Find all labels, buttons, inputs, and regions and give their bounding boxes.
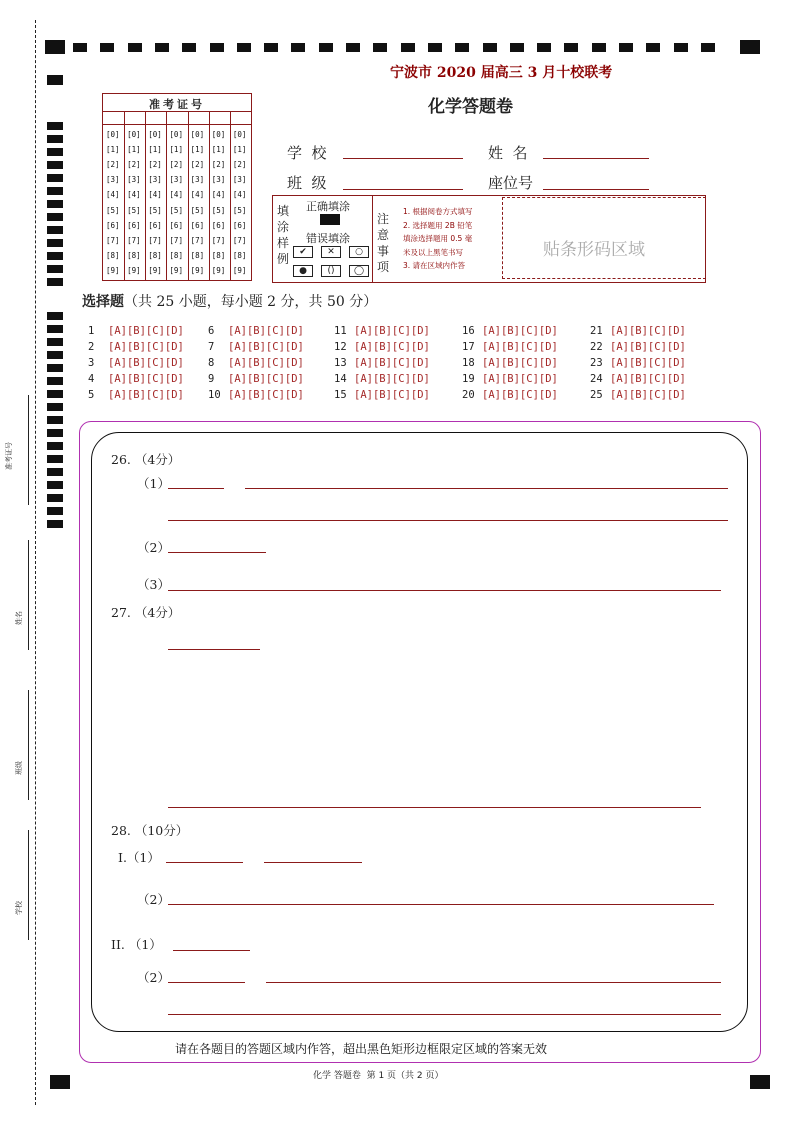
timing-dash <box>319 43 333 52</box>
timing-mark <box>47 325 63 333</box>
q26-part3-blank[interactable] <box>168 590 721 591</box>
timing-mark <box>47 252 63 260</box>
class-label: 班 级 <box>287 174 327 192</box>
q28-ii1-label: II. （1） <box>111 937 162 952</box>
admission-digit-bubble[interactable]: [1] <box>106 145 120 155</box>
choice-item[interactable] <box>208 389 304 401</box>
grid-column-line <box>145 111 146 280</box>
choice-number: 3 <box>88 357 95 369</box>
timing-dash <box>701 43 715 52</box>
admission-digit-bubble[interactable]: [7] <box>232 235 247 245</box>
q28-ii1-blank[interactable] <box>173 950 250 951</box>
admission-digit-bubble[interactable]: [0] <box>127 130 141 139</box>
admission-digit-bubble[interactable]: [9] <box>106 265 120 275</box>
admission-digit-bubble[interactable]: [5] <box>148 205 162 215</box>
admission-digit-bubble[interactable]: [3] <box>169 175 183 185</box>
choice-options[interactable]: [A][B][C][D] <box>228 341 304 353</box>
timing-dash <box>373 43 387 52</box>
admission-digit-bubble[interactable]: [6] <box>148 220 162 230</box>
choice-options[interactable]: [A][B][C][D] <box>354 373 430 385</box>
out-of-bounds-warning: 请在各题目的答题区域内作答，超出黑色矩形边框限定区域的答案无效 <box>175 1042 548 1056</box>
choice-number: 17 <box>462 341 475 353</box>
timing-mark <box>47 161 63 169</box>
corner-marker-bottom-right <box>750 1075 770 1089</box>
admission-digit-bubble[interactable]: [3] <box>127 175 141 185</box>
admission-digit-bubble[interactable]: [0] <box>106 130 120 139</box>
choice-options[interactable]: [A][B][C][D] <box>482 357 558 369</box>
choice-item[interactable] <box>208 325 304 337</box>
choice-number: 12 <box>334 341 347 353</box>
choice-options[interactable]: [A][B][C][D] <box>108 373 184 385</box>
choice-number: 5 <box>88 389 95 401</box>
exam-title: 宁波市 2020 届高三 3 月十校联考 <box>390 65 613 81</box>
admission-digit-bubble[interactable]: [4] <box>106 190 120 200</box>
q26-part2-label: （2） <box>137 540 170 555</box>
choice-number: 1 <box>88 325 95 337</box>
seat-label: 座位号 <box>488 174 534 192</box>
admission-digit-bubble[interactable]: [2] <box>127 160 141 170</box>
timing-dash <box>100 43 114 52</box>
admission-digit-bubble[interactable]: [2] <box>190 160 205 170</box>
side-label-school: 学校 <box>15 901 23 915</box>
corner-marker-top-right <box>740 40 760 54</box>
admission-digit-bubble[interactable]: [6] <box>127 220 141 230</box>
q28-i1-label: I.（1） <box>118 850 160 865</box>
timing-dash <box>537 43 551 52</box>
admission-digit-bubble[interactable]: [6] <box>211 220 226 230</box>
timing-dash <box>646 43 660 52</box>
timing-dash <box>346 43 360 52</box>
grid-column-line <box>188 111 189 280</box>
choice-options[interactable]: [A][B][C][D] <box>354 389 430 401</box>
wrong-fill-sample-dot: ● <box>293 265 313 277</box>
admission-digit-bubble[interactable]: [1] <box>190 145 205 155</box>
side-label-class: 班级 <box>15 761 23 775</box>
choice-item[interactable] <box>88 325 184 337</box>
admission-digit-bubble[interactable]: [2] <box>232 160 247 170</box>
admission-digit-bubble[interactable]: [1] <box>232 145 247 155</box>
admission-digit-bubble[interactable]: [7] <box>127 235 141 245</box>
timing-dash <box>455 43 469 52</box>
timing-mark <box>47 481 63 489</box>
choice-number: 24 <box>590 373 603 385</box>
notes-divider <box>372 195 373 283</box>
admission-digit-bubble[interactable]: [6] <box>169 220 183 230</box>
wrong-fill-sample-paren: () <box>321 265 341 277</box>
admission-digit-bubble[interactable]: [3] <box>232 175 247 185</box>
correct-fill-sample <box>320 214 340 225</box>
choice-item[interactable] <box>334 389 430 401</box>
timing-mark <box>47 416 63 424</box>
choice-number: 4 <box>88 373 95 385</box>
timing-mark <box>47 403 63 411</box>
timing-mark <box>47 239 63 247</box>
admission-title: 准考证号 <box>149 98 205 111</box>
admission-digit-bubble[interactable]: [9] <box>148 265 162 275</box>
q26-part1-blank-a[interactable] <box>168 488 224 489</box>
q28-i2-blank[interactable] <box>168 904 714 905</box>
admission-digit-bubble[interactable]: [4] <box>211 190 226 200</box>
q28-ii2-label: （2） <box>137 970 170 985</box>
admission-digit-bubble[interactable]: [3] <box>211 175 226 185</box>
timing-dash <box>210 43 224 52</box>
admission-digit-bubble[interactable]: [8] <box>169 250 183 260</box>
notes-text: 1. 根据阅卷方式填写 2. 选择题用 2B 铅笔 填涂选择题用 0.5 毫 米及以上黑笔书写 3. 请在区域内作答 <box>403 207 473 270</box>
admission-digit-bubble[interactable]: [1] <box>169 145 183 155</box>
admission-digit-bubble[interactable]: [3] <box>190 175 205 185</box>
timing-mark <box>47 364 63 372</box>
choice-heading: 选择题（共 25 小题，每小题 2 分，共 50 分） <box>82 294 378 310</box>
q27-blank-a[interactable] <box>168 649 260 650</box>
timing-mark <box>47 122 63 130</box>
timing-dash <box>155 43 169 52</box>
choice-item[interactable] <box>590 373 686 385</box>
choice-options[interactable]: [A][B][C][D] <box>228 357 304 369</box>
choice-item[interactable] <box>462 373 558 385</box>
timing-mark <box>47 429 63 437</box>
choice-number: 23 <box>590 357 603 369</box>
choice-options[interactable]: [A][B][C][D] <box>108 325 184 337</box>
side-line-admission <box>28 395 29 505</box>
choice-options[interactable]: [A][B][C][D] <box>482 373 558 385</box>
choice-options[interactable]: [A][B][C][D] <box>610 357 686 369</box>
admission-digit-bubble[interactable]: [7] <box>211 235 226 245</box>
barcode-label: 贴条形码区域 <box>543 240 645 260</box>
admission-digit-bubble[interactable]: [1] <box>127 145 141 155</box>
timing-mark <box>47 226 63 234</box>
side-label-admission: 准考证号 <box>5 442 13 470</box>
class-field[interactable] <box>343 189 463 190</box>
choice-number: 8 <box>208 357 215 369</box>
timing-mark <box>47 213 63 221</box>
timing-mark <box>47 442 63 450</box>
admission-digit-bubble[interactable]: [6] <box>190 220 205 230</box>
choice-item[interactable] <box>208 357 304 369</box>
admission-digit-bubble[interactable]: [2] <box>148 160 162 170</box>
admission-digit-bubble[interactable]: [9] <box>211 265 226 275</box>
name-label: 姓 名 <box>488 144 528 162</box>
side-label-name: 姓名 <box>15 611 23 625</box>
timing-dash <box>483 43 497 52</box>
admission-digit-bubble[interactable]: [7] <box>190 235 205 245</box>
admission-digit-bubble[interactable]: [0] <box>169 130 183 139</box>
timing-dash <box>592 43 606 52</box>
school-label: 学 校 <box>287 144 327 162</box>
choice-item[interactable] <box>590 389 686 401</box>
choice-item[interactable] <box>462 357 558 369</box>
grid-column-line <box>209 111 210 280</box>
admission-digit-bubble[interactable]: [0] <box>211 130 226 139</box>
seat-field[interactable] <box>543 189 649 190</box>
choice-options[interactable]: [A][B][C][D] <box>610 389 686 401</box>
choice-item[interactable] <box>590 341 686 353</box>
q27-label: 27. （4分） <box>111 605 181 620</box>
timing-dash <box>237 43 251 52</box>
choice-number: 21 <box>590 325 603 337</box>
name-field[interactable] <box>543 158 649 159</box>
admission-digit-bubble[interactable]: [8] <box>190 250 205 260</box>
admission-digit-bubble[interactable]: [0] <box>190 130 205 139</box>
wrong-fill-sample-circle: ○ <box>349 246 369 258</box>
choice-options[interactable]: [A][B][C][D] <box>108 389 184 401</box>
admission-digit-bubble[interactable]: [6] <box>232 220 247 230</box>
timing-mark <box>47 135 63 143</box>
page-footer: 化学 答题卷 第 1 页（共 2 页） <box>313 1071 444 1081</box>
choice-options[interactable]: [A][B][C][D] <box>610 325 686 337</box>
choice-options[interactable]: [A][B][C][D] <box>228 373 304 385</box>
q28-ii2-blank-a[interactable] <box>168 982 245 983</box>
admission-digit-bubble[interactable]: [4] <box>232 190 247 200</box>
admission-digit-bubble[interactable]: [0] <box>148 130 162 139</box>
admission-digit-bubble[interactable]: [2] <box>211 160 226 170</box>
side-line-class <box>28 690 29 800</box>
admission-digit-bubble[interactable]: [5] <box>106 205 120 215</box>
corner-marker-bottom-left <box>50 1075 70 1089</box>
choice-options[interactable]: [A][B][C][D] <box>482 325 558 337</box>
admission-digit-bubble[interactable]: [1] <box>148 145 162 155</box>
choice-options[interactable]: [A][B][C][D] <box>228 325 304 337</box>
admission-digit-bubble[interactable]: [5] <box>232 205 247 215</box>
choice-options[interactable]: [A][B][C][D] <box>354 341 430 353</box>
timing-mark <box>47 468 63 476</box>
choice-number: 2 <box>88 341 95 353</box>
choice-number: 20 <box>462 389 475 401</box>
admission-digit-bubble[interactable]: [9] <box>232 265 247 275</box>
grid-header-line <box>103 111 251 112</box>
q26-label: 26. （4分） <box>111 452 181 467</box>
choice-number: 9 <box>208 373 215 385</box>
admission-digit-bubble[interactable]: [7] <box>148 235 162 245</box>
timing-mark <box>47 507 63 515</box>
choice-item[interactable] <box>88 341 184 353</box>
admission-digit-bubble[interactable]: [5] <box>190 205 205 215</box>
choice-item[interactable] <box>208 373 304 385</box>
choice-item[interactable] <box>334 373 430 385</box>
choice-options[interactable]: [A][B][C][D] <box>610 341 686 353</box>
admission-digit-bubble[interactable]: [4] <box>127 190 141 200</box>
answer-area-inner <box>91 432 748 1032</box>
choice-options[interactable]: [A][B][C][D] <box>610 373 686 385</box>
timing-mark <box>47 75 63 85</box>
side-line-school <box>28 830 29 940</box>
timing-dash <box>264 43 278 52</box>
choice-number: 14 <box>334 373 347 385</box>
admission-digit-bubble[interactable]: [8] <box>232 250 247 260</box>
choice-number: 18 <box>462 357 475 369</box>
q26-part1-label: （1） <box>137 476 170 491</box>
fill-side-label: 填 涂 样 例 <box>277 204 290 266</box>
choice-item[interactable] <box>334 341 430 353</box>
admission-digit-bubble[interactable]: [9] <box>169 265 183 275</box>
binding-line <box>35 20 36 1105</box>
timing-dash <box>510 43 524 52</box>
wrong-fill-sample-oval: ◯ <box>349 265 369 277</box>
school-field[interactable] <box>343 158 463 159</box>
timing-mark <box>47 494 63 502</box>
choice-number: 19 <box>462 373 475 385</box>
admission-digit-bubble[interactable]: [5] <box>169 205 183 215</box>
choice-item[interactable] <box>88 389 184 401</box>
timing-dash <box>619 43 633 52</box>
timing-dash <box>128 43 142 52</box>
timing-mark <box>47 187 63 195</box>
admission-digit-bubble[interactable]: [1] <box>211 145 226 155</box>
admission-digit-bubble[interactable]: [8] <box>127 250 141 260</box>
admission-number-grid <box>102 93 252 281</box>
choice-item[interactable] <box>462 389 558 401</box>
choice-options[interactable]: [A][B][C][D] <box>354 357 430 369</box>
q28-ii2-blank-c[interactable] <box>168 1014 721 1015</box>
q28-i1-blank-b[interactable] <box>264 862 362 863</box>
choice-item[interactable] <box>88 357 184 369</box>
wrong-fill-sample-check: ✔ <box>293 246 313 258</box>
notes-side-label: 注 意 事 项 <box>377 212 390 274</box>
q28-label: 28. （10分） <box>111 823 189 838</box>
choice-item[interactable] <box>462 325 558 337</box>
admission-digit-bubble[interactable]: [4] <box>148 190 162 200</box>
choice-item[interactable] <box>88 373 184 385</box>
choice-item[interactable] <box>590 357 686 369</box>
admission-digit-bubble[interactable]: [7] <box>106 235 120 245</box>
timing-dash <box>291 43 305 52</box>
choice-options[interactable]: [A][B][C][D] <box>354 325 430 337</box>
admission-digit-bubble[interactable]: [3] <box>148 175 162 185</box>
admission-digit-bubble[interactable]: [8] <box>148 250 162 260</box>
grid-column-line <box>124 111 125 280</box>
q27-blank-b[interactable] <box>168 807 701 808</box>
timing-mark <box>47 377 63 385</box>
choice-options[interactable]: [A][B][C][D] <box>482 389 558 401</box>
choice-number: 6 <box>208 325 215 337</box>
timing-mark <box>47 338 63 346</box>
timing-mark <box>47 455 63 463</box>
admission-digit-bubble[interactable]: [5] <box>127 205 141 215</box>
choice-number: 7 <box>208 341 215 353</box>
timing-dash <box>73 43 87 52</box>
grid-column-line <box>230 111 231 280</box>
admission-digit-bubble[interactable]: [8] <box>211 250 226 260</box>
choice-number: 11 <box>334 325 347 337</box>
side-line-name <box>28 540 29 650</box>
grid-column-line <box>166 111 167 280</box>
admission-digit-bubble[interactable]: [5] <box>211 205 226 215</box>
paper-title: 化学答题卷 <box>428 97 513 117</box>
corner-marker-top-left <box>45 40 65 54</box>
choice-options[interactable]: [A][B][C][D] <box>108 341 184 353</box>
timing-mark <box>47 312 63 320</box>
admission-digit-bubble[interactable]: [6] <box>106 220 120 230</box>
choice-item[interactable] <box>208 341 304 353</box>
q28-i1-blank-a[interactable] <box>166 862 243 863</box>
correct-fill-label: 正确填涂 <box>306 200 350 213</box>
q26-part1-blank-b[interactable] <box>245 488 728 489</box>
q26-part1-blank-c[interactable] <box>168 520 728 521</box>
timing-dash <box>182 43 196 52</box>
choice-item[interactable] <box>462 341 558 353</box>
choice-item[interactable] <box>334 357 430 369</box>
q28-i2-label: （2） <box>137 892 170 907</box>
grid-write-line <box>103 124 251 125</box>
admission-digit-bubble[interactable]: [4] <box>169 190 183 200</box>
timing-mark <box>47 174 63 182</box>
timing-dash <box>401 43 415 52</box>
timing-mark <box>47 265 63 273</box>
timing-mark <box>47 200 63 208</box>
timing-dash <box>674 43 688 52</box>
admission-digit-bubble[interactable]: [0] <box>232 130 247 139</box>
admission-digit-bubble[interactable]: [9] <box>127 265 141 275</box>
choice-options[interactable]: [A][B][C][D] <box>228 389 304 401</box>
choice-number: 16 <box>462 325 475 337</box>
q26-part3-label: （3） <box>137 577 170 592</box>
q28-ii2-blank-b[interactable] <box>266 982 721 983</box>
timing-dash <box>564 43 578 52</box>
admission-digit-bubble[interactable]: [7] <box>169 235 183 245</box>
choice-item[interactable] <box>590 325 686 337</box>
wrong-fill-label: 错误填涂 <box>306 232 350 245</box>
admission-digit-bubble[interactable]: [8] <box>106 250 120 260</box>
choice-item[interactable] <box>334 325 430 337</box>
choice-options[interactable]: [A][B][C][D] <box>108 357 184 369</box>
admission-digit-bubble[interactable]: [3] <box>106 175 120 185</box>
wrong-fill-sample-cross: ✕ <box>321 246 341 258</box>
admission-digit-bubble[interactable]: [9] <box>190 265 205 275</box>
timing-mark <box>47 278 63 286</box>
choice-number: 10 <box>208 389 221 401</box>
timing-mark <box>47 351 63 359</box>
choice-number: 22 <box>590 341 603 353</box>
timing-mark <box>47 148 63 156</box>
timing-dash <box>428 43 442 52</box>
choice-number: 25 <box>590 389 603 401</box>
timing-mark <box>47 390 63 398</box>
choice-number: 15 <box>334 389 347 401</box>
timing-mark <box>47 520 63 528</box>
admission-digit-bubble[interactable]: [2] <box>169 160 183 170</box>
admission-digit-bubble[interactable]: [2] <box>106 160 120 170</box>
admission-digit-bubble[interactable]: [4] <box>190 190 205 200</box>
choice-number: 13 <box>334 357 347 369</box>
q26-part2-blank[interactable] <box>168 552 266 553</box>
choice-options[interactable]: [A][B][C][D] <box>482 341 558 353</box>
